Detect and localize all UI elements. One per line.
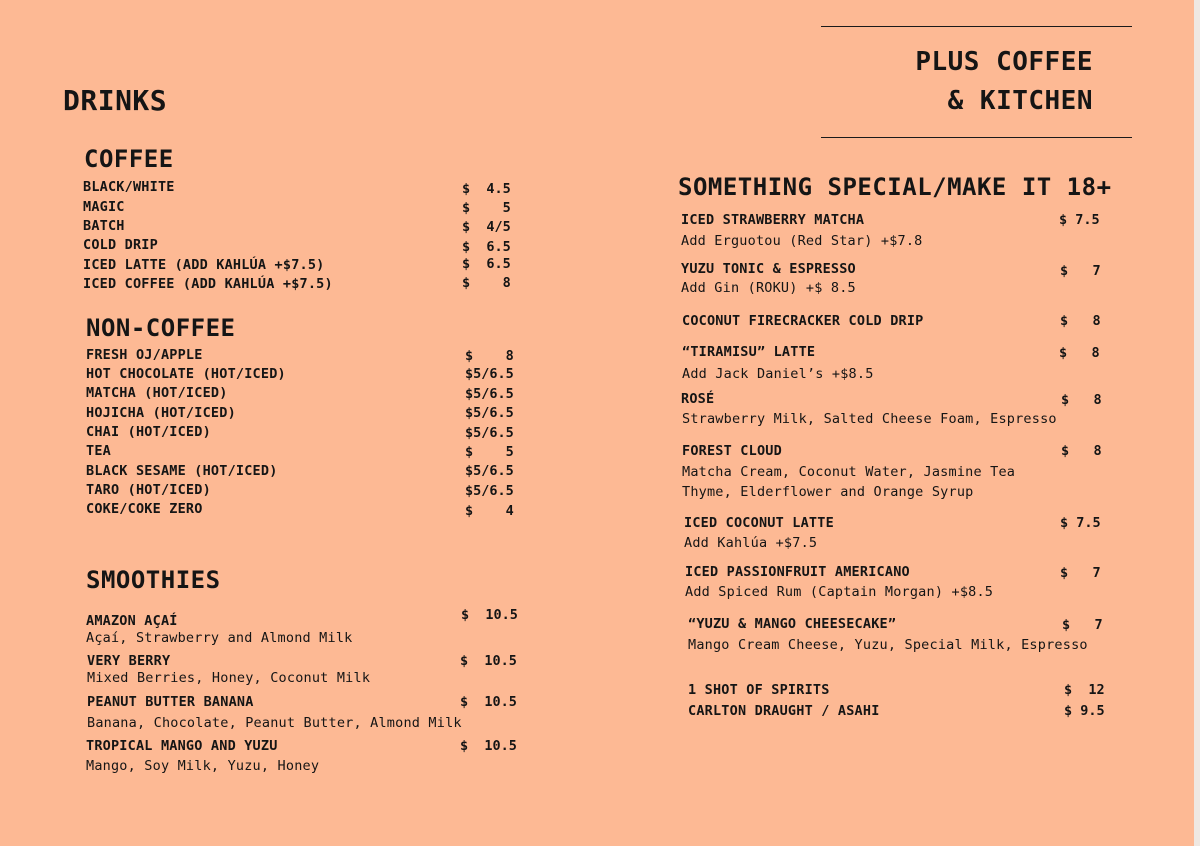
smoothie-item-name: PEANUT BUTTER BANANA — [87, 694, 254, 710]
coffee-item-price: $ 6.5 — [462, 256, 511, 272]
special-item-name: ROSÉ — [681, 391, 715, 407]
non-coffee-item-price: $ 8 — [465, 348, 514, 364]
spirits-item-name: CARLTON DRAUGHT / ASAHI — [688, 703, 880, 719]
special-item-name: “TIRAMISU” LATTE — [682, 344, 816, 360]
non-coffee-item-price: $ 4 — [465, 503, 514, 519]
non-coffee-item-name: CHAI (HOT/ICED) — [86, 424, 211, 440]
special-item-desc: Add Jack Daniel’s +$8.5 — [682, 366, 874, 382]
special-item-desc: Add Kahlúa +$7.5 — [684, 535, 818, 551]
spirits-item-name: 1 SHOT OF SPIRITS — [688, 682, 830, 698]
non-coffee-heading: NON-COFFEE — [86, 314, 236, 342]
coffee-item-name: ICED LATTE (ADD KAHLÚA +$7.5) — [83, 257, 325, 273]
special-item-price: $ 8 — [1061, 443, 1102, 459]
special-item-price: $ 8 — [1059, 345, 1100, 361]
coffee-item-name: BLACK/WHITE — [83, 179, 175, 195]
spirits-item-price: $ 12 — [1064, 682, 1105, 698]
non-coffee-item-name: MATCHA (HOT/ICED) — [86, 385, 228, 401]
non-coffee-item-price: $5/6.5 — [465, 386, 514, 402]
smoothie-item-desc: Mixed Berries, Honey, Coconut Milk — [87, 670, 371, 686]
coffee-heading: COFFEE — [84, 145, 174, 173]
special-heading: SOMETHING SPECIAL/MAKE IT 18+ — [678, 173, 1112, 201]
non-coffee-item-price: $ 5 — [465, 444, 514, 460]
special-item-price: $ 8 — [1060, 313, 1101, 329]
smoothie-item-price: $ 10.5 — [460, 694, 517, 710]
special-item-price: $ 8 — [1061, 392, 1102, 408]
special-item-price: $ 7.5 — [1059, 212, 1100, 228]
brand-line-1: PLUS COFFEE — [915, 47, 1093, 77]
smoothies-heading: SMOOTHIES — [86, 566, 221, 594]
coffee-item-name: MAGIC — [83, 199, 125, 215]
non-coffee-item-name: TEA — [86, 443, 111, 459]
special-item-desc: Add Erguotou (Red Star) +$7.8 — [681, 233, 923, 249]
special-item-desc: Add Spiced Rum (Captain Morgan) +$8.5 — [685, 584, 994, 600]
spirits-item-price: $ 9.5 — [1064, 703, 1105, 719]
smoothie-item-name: AMAZON AÇAÍ — [86, 613, 178, 629]
special-item-desc: Strawberry Milk, Salted Cheese Foam, Espresso — [682, 411, 1057, 427]
coffee-item-price: $ 5 — [462, 200, 511, 216]
special-item-name: COCONUT FIRECRACKER COLD DRIP — [682, 313, 924, 329]
special-item-name: FOREST CLOUD — [682, 443, 782, 459]
drinks-title: DRINKS — [63, 84, 168, 117]
special-item-price: $ 7 — [1060, 263, 1101, 279]
smoothie-item-price: $ 10.5 — [460, 653, 517, 669]
special-item-desc: Thyme, Elderflower and Orange Syrup — [682, 484, 974, 500]
smoothie-item-price: $ 10.5 — [461, 607, 518, 623]
non-coffee-item-name: FRESH OJ/APPLE — [86, 347, 203, 363]
special-item-desc: Matcha Cream, Coconut Water, Jasmine Tea — [682, 464, 1016, 480]
coffee-item-price: $ 6.5 — [462, 239, 511, 255]
special-item-name: “YUZU & MANGO CHEESECAKE” — [688, 616, 897, 632]
smoothie-item-price: $ 10.5 — [460, 738, 517, 754]
coffee-item-price: $ 4/5 — [462, 219, 511, 235]
coffee-item-name: ICED COFFEE (ADD KAHLÚA +$7.5) — [83, 276, 333, 292]
coffee-item-name: COLD DRIP — [83, 237, 158, 253]
non-coffee-item-name: HOT CHOCOLATE (HOT/ICED) — [86, 366, 286, 382]
brand-rule-top — [821, 26, 1132, 27]
smoothie-item-desc: Mango, Soy Milk, Yuzu, Honey — [86, 758, 320, 774]
non-coffee-item-name: HOJICHA (HOT/ICED) — [86, 405, 236, 421]
smoothie-item-name: TROPICAL MANGO AND YUZU — [86, 738, 278, 754]
special-item-name: YUZU TONIC & ESPRESSO — [681, 261, 856, 277]
non-coffee-item-price: $5/6.5 — [465, 463, 514, 479]
non-coffee-item-name: BLACK SESAME (HOT/ICED) — [86, 463, 278, 479]
non-coffee-item-price: $5/6.5 — [465, 483, 514, 499]
non-coffee-item-price: $5/6.5 — [465, 366, 514, 382]
special-item-price: $ 7 — [1062, 617, 1103, 633]
non-coffee-item-name: TARO (HOT/ICED) — [86, 482, 211, 498]
smoothie-item-desc: Açaí, Strawberry and Almond Milk — [86, 630, 353, 646]
smoothie-item-name: VERY BERRY — [87, 653, 171, 669]
special-item-price: $ 7.5 — [1060, 515, 1101, 531]
special-item-desc: Add Gin (ROKU) +$ 8.5 — [681, 280, 856, 296]
coffee-item-name: BATCH — [83, 218, 125, 234]
coffee-item-price: $ 8 — [462, 275, 511, 291]
non-coffee-item-price: $5/6.5 — [465, 405, 514, 421]
brand-line-2: & KITCHEN — [947, 86, 1093, 116]
special-item-name: ICED COCONUT LATTE — [684, 515, 834, 531]
special-item-desc: Mango Cream Cheese, Yuzu, Special Milk, Espresso — [688, 637, 1088, 653]
special-item-price: $ 7 — [1060, 565, 1101, 581]
special-item-name: ICED PASSIONFRUIT AMERICANO — [685, 564, 910, 580]
special-item-name: ICED STRAWBERRY MATCHA — [681, 212, 865, 228]
smoothie-item-desc: Banana, Chocolate, Peanut Butter, Almond Milk — [87, 715, 462, 731]
coffee-item-price: $ 4.5 — [462, 181, 511, 197]
brand-rule-bottom — [821, 137, 1132, 138]
non-coffee-item-name: COKE/COKE ZERO — [86, 501, 203, 517]
page-edge — [1194, 0, 1200, 846]
non-coffee-item-price: $5/6.5 — [465, 425, 514, 441]
